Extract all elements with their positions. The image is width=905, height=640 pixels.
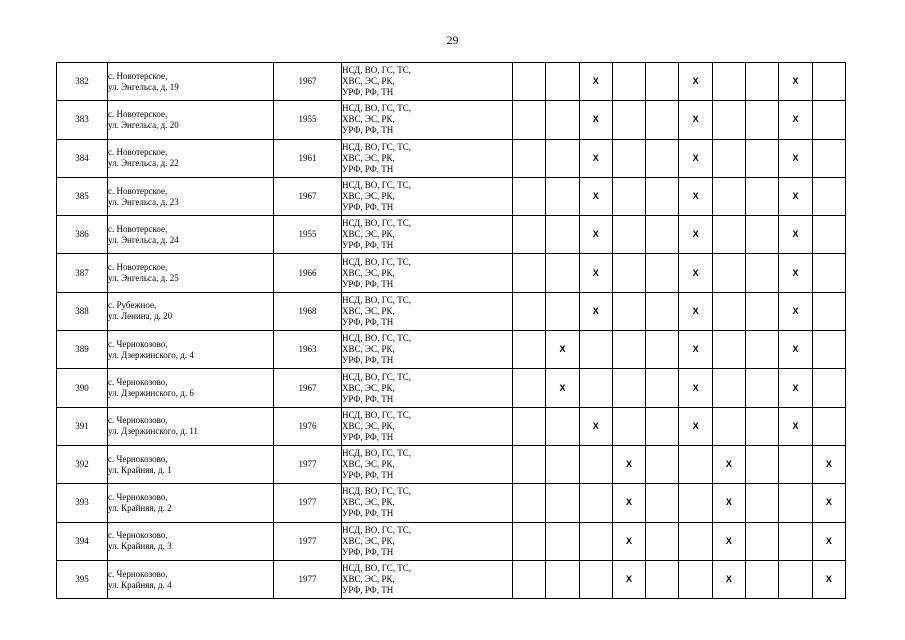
services-line: УРФ, РФ, ТН [342,87,394,98]
mark-cell [779,484,812,522]
table-row [57,254,846,292]
address-line: с. Новотерское, [108,185,168,196]
services-cell [342,254,513,292]
address-line: с. Новотерское, [108,70,168,81]
mark-cell [779,522,812,560]
mark-cell [646,407,679,445]
mark-cell [513,369,546,407]
row-number-cell: 395 [57,560,108,598]
mark-cell [579,445,612,483]
address-line: ул. Дзержинского, д. 4 [108,349,194,360]
services-line: УРФ, РФ, ТН [342,546,394,557]
row-number-cell: 385 [57,177,108,215]
year-cell: 1967 [274,63,342,101]
services-line: НСД, ВО, ГС, ТС, [342,256,412,267]
services-line: ХВС, ЭС, РК, [342,459,395,470]
mark-cell [546,445,579,483]
address-cell [108,522,274,560]
table-row [57,216,846,254]
mark-cell: X [612,522,645,560]
table-row [57,522,846,560]
mark-cell [579,560,612,598]
mark-cell: X [712,522,745,560]
mark-cell [746,331,779,369]
address-line: с. Новотерское, [108,108,168,119]
table-row [57,369,846,407]
table-row [57,407,846,445]
year-cell: 1961 [274,139,342,177]
services-line: НСД, ВО, ГС, ТС, [342,563,412,573]
services-line: НСД, ВО, ГС, ТС, [342,294,412,305]
mark-cell [546,216,579,254]
mark-cell [812,101,845,139]
year-cell: 1977 [274,484,342,522]
services-cell [342,139,513,177]
mark-cell: X [579,254,612,292]
services-cell [342,522,513,560]
mark-cell [546,292,579,330]
services-cell [342,177,513,215]
table-row [57,177,846,215]
services-line: ХВС, ЭС, РК, [342,344,395,355]
services-line: ХВС, ЭС, РК, [342,497,395,508]
mark-cell [812,254,845,292]
mark-cell [513,445,546,483]
address-cell [108,101,274,139]
year-cell: 1976 [274,407,342,445]
services-line: НСД, ВО, ГС, ТС, [342,448,412,459]
year-cell: 1977 [274,560,342,598]
mark-cell [612,407,645,445]
row-number-cell: 390 [57,369,108,407]
mark-cell [579,484,612,522]
services-line: УРФ, РФ, ТН [342,355,394,366]
mark-cell: X [546,369,579,407]
table-row [57,560,846,598]
address-cell [108,254,274,292]
year-cell: 1955 [274,216,342,254]
services-line: УРФ, РФ, ТН [342,316,394,327]
mark-cell [812,369,845,407]
address-line: ул. Крайняя, д. 1 [108,464,172,475]
mark-cell: X [779,331,812,369]
row-number-cell: 384 [57,139,108,177]
mark-cell: X [679,216,712,254]
mark-cell [712,407,745,445]
mark-cell [712,254,745,292]
services-line: УРФ, РФ, ТН [342,431,394,442]
address-line: ул. Дзержинского, д. 11 [108,426,198,437]
mark-cell [513,331,546,369]
mark-cell [746,101,779,139]
year-cell: 1955 [274,101,342,139]
services-line: НСД, ВО, ГС, ТС, [342,180,412,191]
mark-cell: X [579,139,612,177]
services-cell [342,369,513,407]
mark-cell: X [679,177,712,215]
mark-cell [746,292,779,330]
mark-cell [646,292,679,330]
mark-cell: X [812,484,845,522]
mark-cell [646,560,679,598]
mark-cell [712,292,745,330]
mark-cell [646,63,679,101]
mark-cell [546,101,579,139]
services-line: ХВС, ЭС, РК, [342,229,395,240]
mark-cell: X [779,63,812,101]
services-cell [342,101,513,139]
mark-cell: X [679,139,712,177]
mark-cell [612,216,645,254]
address-line: с. Новотерское, [108,147,168,158]
mark-cell [779,560,812,598]
services-line: ХВС, ЭС, РК, [342,382,395,393]
mark-cell: X [612,560,645,598]
services-cell [342,292,513,330]
table-row [57,63,846,101]
mark-cell: X [712,560,745,598]
address-line: ул. Крайняя, д. 3 [108,541,172,552]
row-number-cell: 382 [57,63,108,101]
address-cell [108,177,274,215]
mark-cell: X [679,407,712,445]
services-line: УРФ, РФ, ТН [342,470,394,481]
mark-cell [579,522,612,560]
row-number-cell: 389 [57,331,108,369]
services-line: ХВС, ЭС, РК, [342,152,395,163]
year-cell: 1966 [274,254,342,292]
mark-cell: X [579,63,612,101]
mark-cell [513,522,546,560]
address-cell [108,445,274,483]
services-line: НСД, ВО, ГС, ТС, [342,371,412,382]
mark-cell [646,216,679,254]
mark-cell: X [779,254,812,292]
mark-cell [513,560,546,598]
mark-cell [812,331,845,369]
mark-cell [612,101,645,139]
mark-cell [712,139,745,177]
services-line: ХВС, ЭС, РК, [342,267,395,278]
address-line: с. Чернокозово, [108,338,168,349]
address-line: с. Рубежное, [108,300,157,311]
year-cell: 1967 [274,177,342,215]
mark-cell [612,63,645,101]
mark-cell: X [579,216,612,254]
mark-cell: X [679,331,712,369]
mark-cell [546,63,579,101]
mark-cell [712,63,745,101]
mark-cell: X [712,445,745,483]
page-number: 29 [446,33,459,47]
mark-cell [746,139,779,177]
row-number-cell: 391 [57,407,108,445]
mark-cell [746,560,779,598]
mark-cell [646,369,679,407]
table-row [57,101,846,139]
services-line: НСД, ВО, ГС, ТС, [342,218,412,229]
mark-cell: X [579,177,612,215]
table-row [57,445,846,483]
mark-cell [646,522,679,560]
mark-cell [712,369,745,407]
address-line: ул. Энгельса, д. 23 [108,196,179,207]
row-number-cell: 386 [57,216,108,254]
address-line: с. Чернокозово, [108,530,168,541]
mark-cell: X [812,560,845,598]
services-line: НСД, ВО, ГС, ТС, [342,333,412,344]
address-line: ул. Дзержинского, д. 6 [108,388,194,399]
mark-cell [746,407,779,445]
mark-cell [812,407,845,445]
mark-cell: X [779,216,812,254]
services-cell [342,560,513,598]
services-line: НСД, ВО, ГС, ТС, [342,65,412,76]
mark-cell: X [579,407,612,445]
row-number-cell: 387 [57,254,108,292]
services-line: НСД, ВО, ГС, ТС, [342,524,412,535]
address-line: ул. Ленина, д. 20 [108,311,173,322]
mark-cell [746,216,779,254]
mark-cell [712,101,745,139]
address-cell [108,484,274,522]
address-line: ул. Крайняя, д. 4 [108,579,172,590]
mark-cell: X [679,369,712,407]
address-cell [108,331,274,369]
mark-cell [646,445,679,483]
mark-cell [646,139,679,177]
mark-cell: X [546,331,579,369]
mark-cell: X [779,369,812,407]
mark-cell [679,445,712,483]
mark-cell [812,177,845,215]
row-number-cell: 392 [57,445,108,483]
mark-cell: X [612,484,645,522]
address-cell [108,369,274,407]
address-cell [108,63,274,101]
row-number-cell: 393 [57,484,108,522]
address-line: ул. Энгельса, д. 19 [108,81,179,92]
table-body [57,63,846,599]
mark-cell [546,484,579,522]
mark-cell [513,177,546,215]
year-cell: 1967 [274,369,342,407]
services-line: НСД, ВО, ГС, ТС, [342,103,412,114]
services-line: ХВС, ЭС, РК, [342,305,395,316]
mark-cell [612,177,645,215]
services-line: УРФ, РФ, ТН [342,240,394,251]
mark-cell: X [679,292,712,330]
mark-cell: X [679,101,712,139]
mark-cell: X [779,292,812,330]
table-row [57,292,846,330]
address-line: ул. Энгельса, д. 22 [108,158,179,169]
mark-cell [546,177,579,215]
mark-cell: X [779,177,812,215]
mark-cell [646,331,679,369]
services-line: УРФ, РФ, ТН [342,585,394,595]
mark-cell [712,177,745,215]
services-line: ХВС, ЭС, РК, [342,420,395,431]
mark-cell [579,331,612,369]
mark-cell [812,216,845,254]
mark-cell [812,63,845,101]
address-line: с. Чернокозово, [108,377,168,388]
mark-cell: X [812,445,845,483]
mark-cell [513,101,546,139]
services-line: НСД, ВО, ГС, ТС, [342,486,412,497]
services-line: УРФ, РФ, ТН [342,278,394,289]
services-cell [342,63,513,101]
mark-cell: X [779,407,812,445]
mark-cell [546,254,579,292]
year-cell: 1968 [274,292,342,330]
mark-cell: X [679,63,712,101]
mark-cell [612,331,645,369]
mark-cell [513,63,546,101]
services-line: ХВС, ЭС, РК, [342,535,395,546]
services-line: ХВС, ЭС, РК, [342,574,395,584]
mark-cell [546,139,579,177]
mark-cell: X [712,484,745,522]
address-cell [108,292,274,330]
address-line: с. Чернокозово, [108,491,168,502]
mark-cell [612,292,645,330]
services-line: НСД, ВО, ГС, ТС, [342,141,412,152]
mark-cell [513,254,546,292]
services-line: УРФ, РФ, ТН [342,125,394,136]
services-line: НСД, ВО, ГС, ТС, [342,409,412,420]
table-row [57,331,846,369]
address-line: ул. Энгельса, д. 25 [108,273,179,284]
mark-cell [812,139,845,177]
table-row [57,484,846,522]
mark-cell [779,445,812,483]
address-cell [108,216,274,254]
year-cell: 1977 [274,445,342,483]
address-cell [108,407,274,445]
mark-cell [579,369,612,407]
mark-cell: X [612,445,645,483]
mark-cell [679,522,712,560]
mark-cell [746,177,779,215]
mark-cell [746,254,779,292]
row-number-cell: 383 [57,101,108,139]
mark-cell [612,369,645,407]
mark-cell [646,254,679,292]
mark-cell [513,216,546,254]
row-number-cell: 388 [57,292,108,330]
mark-cell [746,522,779,560]
mark-cell [513,139,546,177]
mark-cell [546,407,579,445]
services-cell [342,484,513,522]
mark-cell: X [579,101,612,139]
mark-cell [812,292,845,330]
services-line: УРФ, РФ, ТН [342,508,394,519]
year-cell: 1977 [274,522,342,560]
address-line: с. Чернокозово, [108,568,168,579]
mark-cell [513,484,546,522]
mark-cell [546,522,579,560]
address-line: ул. Крайняя, д. 2 [108,502,172,513]
mark-cell: X [579,292,612,330]
address-line: с. Чернокозово, [108,415,168,426]
mark-cell [746,369,779,407]
mark-cell: X [779,139,812,177]
address-line: с. Новотерское, [108,223,168,234]
mark-cell [679,560,712,598]
services-line: УРФ, РФ, ТН [342,163,394,174]
year-cell: 1963 [274,331,342,369]
housing-register-table [56,62,846,599]
services-cell [342,445,513,483]
table-row [57,139,846,177]
services-cell [342,216,513,254]
mark-cell [746,484,779,522]
mark-cell [712,331,745,369]
mark-cell [546,560,579,598]
services-cell [342,331,513,369]
mark-cell: X [779,101,812,139]
services-line: ХВС, ЭС, РК, [342,114,395,125]
services-line: УРФ, РФ, ТН [342,393,394,404]
mark-cell [513,407,546,445]
address-cell [108,560,274,598]
services-cell [342,407,513,445]
services-line: ХВС, ЭС, РК, [342,191,395,202]
mark-cell [612,139,645,177]
address-line: ул. Энгельса, д. 20 [108,119,179,130]
address-line: с. Новотерское, [108,262,168,273]
mark-cell [646,101,679,139]
mark-cell [646,177,679,215]
mark-cell [513,292,546,330]
mark-cell [679,484,712,522]
address-line: ул. Энгельса, д. 24 [108,234,179,245]
mark-cell: X [812,522,845,560]
services-line: УРФ, РФ, ТН [342,202,394,213]
mark-cell [746,445,779,483]
mark-cell [746,63,779,101]
mark-cell [612,254,645,292]
services-line: ХВС, ЭС, РК, [342,76,395,87]
mark-cell [712,216,745,254]
address-cell [108,139,274,177]
address-line: с. Чернокозово, [108,453,168,464]
mark-cell [646,484,679,522]
row-number-cell: 394 [57,522,108,560]
mark-cell: X [679,254,712,292]
